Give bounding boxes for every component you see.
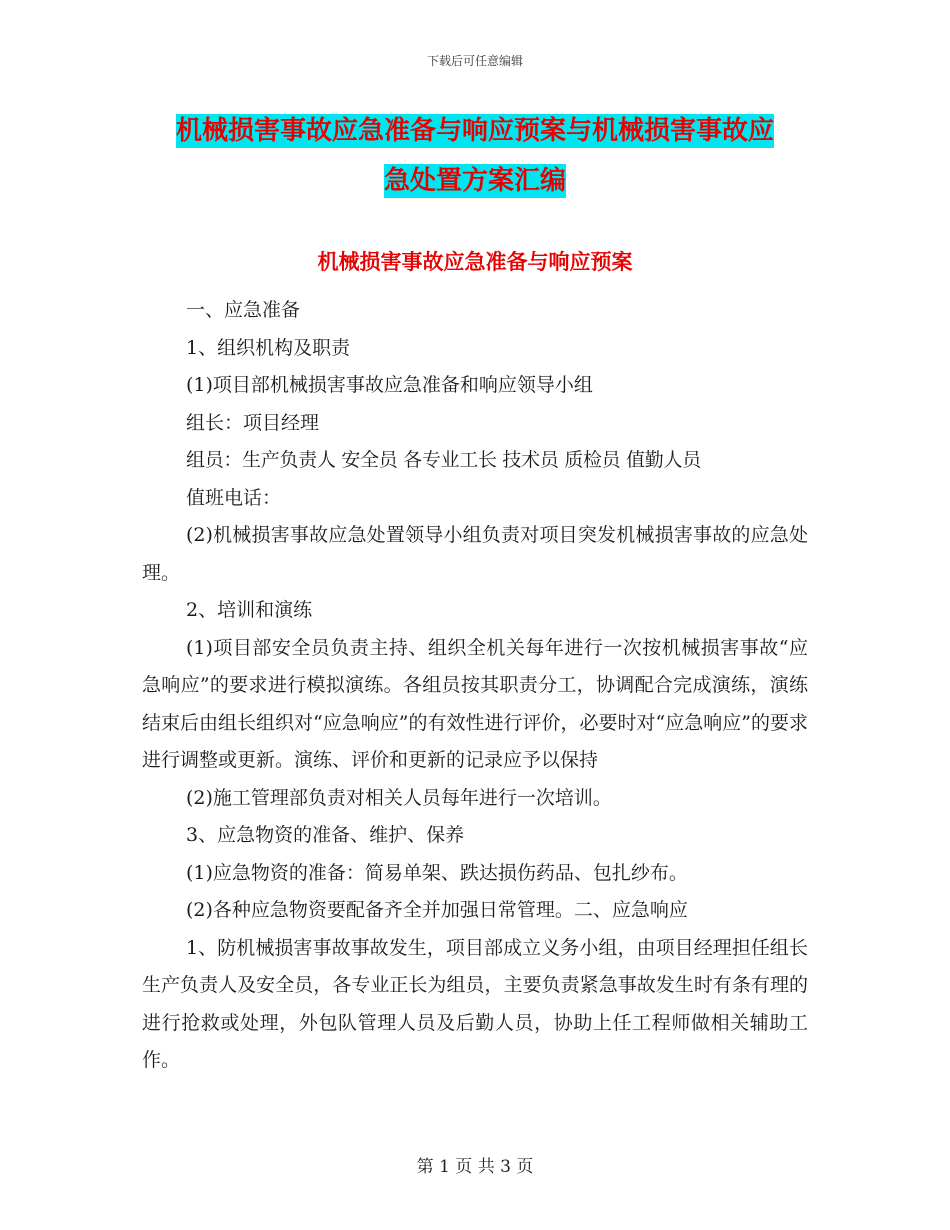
paragraph: (2)各种应急物资要配备齐全并加强日常管理。二、应急响应 [186, 899, 688, 921]
paragraph: 一、应急准备 [186, 299, 301, 321]
title-line-1: 机械损害事故应急准备与响应预案与机械损害事故应 [175, 116, 774, 146]
paragraph: (2)机械损害事故应急处置领导小组负责对项目突发机械损害事故的应急处理。 [142, 524, 808, 584]
paragraph: 2、培训和演练 [186, 599, 313, 621]
paragraph: 组长：项目经理 [186, 411, 320, 434]
paragraph: 3、应急物资的准备、维护、保养 [186, 824, 465, 846]
title-line-2: 急处置方案汇编 [383, 166, 566, 196]
document-body [142, 292, 808, 1080]
document-title [0, 106, 950, 206]
paragraph: 组员：生产负责人 安全员 各专业工长 技术员 质检员 值勤人员 [186, 449, 701, 471]
paragraph: 1、组织机构及职责 [186, 336, 351, 359]
paragraph: (1)项目部机械损害事故应急准备和响应领导小组 [186, 374, 593, 396]
paragraph: 1、防机械损害事故事故发生，项目部成立义务小组，由项目经理担任组长生产负责人及安全员，各专业正长为组员，主要负责紧急事故发生时有条有理的进行抢救或处理，外包队管理人员及后勤人员，协助上任工程师做相关辅助工作。 [142, 936, 808, 1071]
page-number: 第 1 页 共 3 页 [416, 1157, 534, 1177]
paragraph: (1)项目部安全员负责主持、组织全机关每年进行一次按机械损害事故“应急响应”的要求进行模拟演练。各组员按其职责分工，协调配合完成演练，演练结束后由组长组织对“应急响应”的有效性进行评价，必要时对“应急响应”的要求进行调整或更新。演练、评价和更新的记录应予以保持 [142, 636, 808, 771]
paragraph: (2)施工管理部负责对相关人员每年进行一次培训。 [186, 786, 612, 809]
paragraph: 值班电话： [186, 486, 282, 509]
page-header-note: 下载后可任意编辑 [426, 54, 523, 68]
section-title: 机械损害事故应急准备与响应预案 [317, 250, 633, 274]
paragraph: (1)应急物资的准备：简易单架、跌达损伤药品、包扎纱布。 [186, 861, 688, 884]
